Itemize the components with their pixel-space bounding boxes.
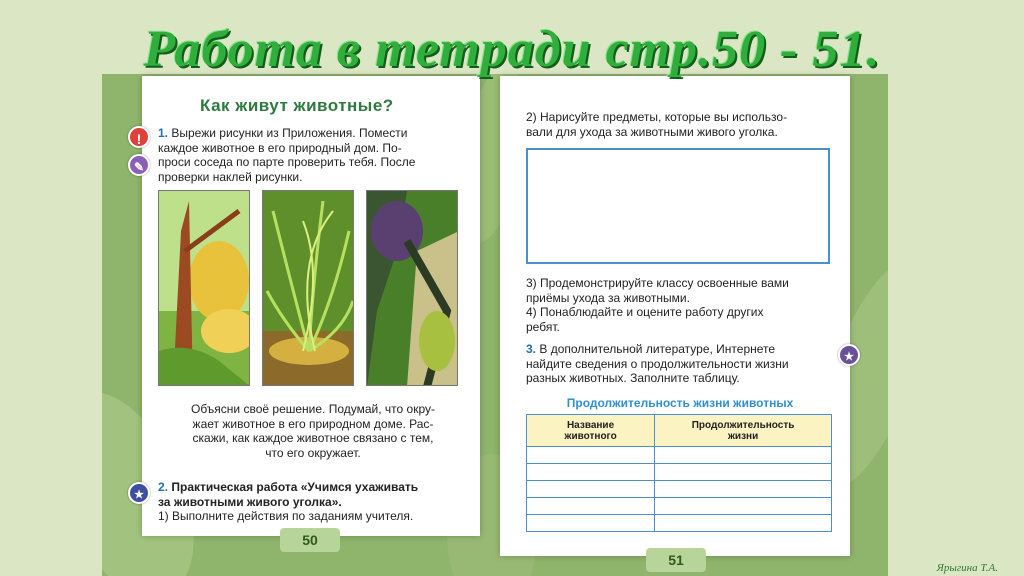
- table-title: Продолжительность жизни животных: [566, 396, 794, 410]
- task-3-line: В дополнительной литературе, Интернете: [539, 342, 776, 356]
- task-3: [526, 342, 836, 386]
- step-2: [526, 110, 836, 139]
- exclamation-icon: !: [128, 126, 150, 148]
- step-line: 3) Продемонстрируйте классу освоенные вами: [526, 276, 789, 290]
- lifespan-table: [526, 414, 832, 532]
- task-1-line: проси соседа по парте проверить тебя. После: [158, 155, 416, 169]
- steps-3-4: [526, 276, 836, 334]
- slide-title: Работа в тетради стр.50 - 51.: [143, 21, 881, 78]
- step-line: ребят.: [526, 319, 560, 334]
- stars-icon: ★: [128, 482, 150, 504]
- task-2-line: Практическая работа «Учимся ухаживать: [171, 480, 419, 494]
- forest-picture: [158, 190, 250, 386]
- explain-line: Объясни своё решение. Подумай, что окру-: [191, 402, 435, 416]
- page-number: 51: [646, 548, 706, 572]
- task-1-line: Вырежи рисунки из Приложения. Помести: [171, 126, 408, 140]
- page-51: [500, 76, 854, 568]
- table-header-animal: Название животного: [527, 415, 655, 447]
- page-50: [133, 76, 480, 548]
- stars-icon: ★: [838, 344, 860, 366]
- explain-line: скажи, как каждое животное связано с тем,: [192, 431, 434, 445]
- table-row[interactable]: [527, 481, 832, 498]
- task-1: [158, 126, 468, 184]
- habitat-pictures: [158, 190, 458, 386]
- table-row[interactable]: [527, 498, 832, 515]
- explain-paragraph: [158, 402, 468, 460]
- explain-line: жает животное в его природном доме. Рас-: [192, 416, 434, 431]
- task-3-number: 3.: [526, 342, 537, 356]
- explain-line: что его окружает.: [265, 445, 361, 460]
- step-2-line: 2) Нарисуйте предметы, которые вы использо-: [526, 110, 788, 124]
- table-row[interactable]: [527, 447, 832, 464]
- task-2: [158, 480, 474, 524]
- page-heading: Как живут животные?: [200, 96, 394, 115]
- table-row[interactable]: [527, 515, 832, 532]
- tree-bark-picture: [366, 190, 458, 386]
- table-row[interactable]: [527, 464, 832, 481]
- author-credit: Ярыгина Т.А.: [936, 562, 998, 574]
- step-line: приёмы ухода за животными.: [526, 290, 690, 305]
- grass-picture: [262, 190, 354, 386]
- task-2-line: 1) Выполните действия по заданиям учителя.: [158, 509, 414, 523]
- paperclip-icon: ✎: [128, 154, 150, 176]
- page-number: 50: [280, 528, 340, 552]
- task-2-number: 2.: [158, 480, 169, 494]
- drawing-answer-box[interactable]: [526, 148, 830, 264]
- task-3-line: разных животных. Заполните таблицу.: [526, 371, 740, 385]
- step-line: 4) Понаблюдайте и оцените работу других: [526, 305, 764, 319]
- task-1-line: каждое животное в его природный дом. По-: [158, 140, 402, 155]
- task-1-line: проверки наклей рисунки.: [158, 169, 303, 184]
- table-header-lifespan: Продолжительность жизни: [655, 415, 832, 447]
- task-3-line: найдите сведения о продолжительности жизни: [526, 356, 789, 371]
- task-2-line: за животными живого уголка».: [158, 494, 342, 509]
- task-1-number: 1.: [158, 126, 169, 140]
- step-2-line: вали для ухода за животными живого уголка.: [526, 124, 778, 139]
